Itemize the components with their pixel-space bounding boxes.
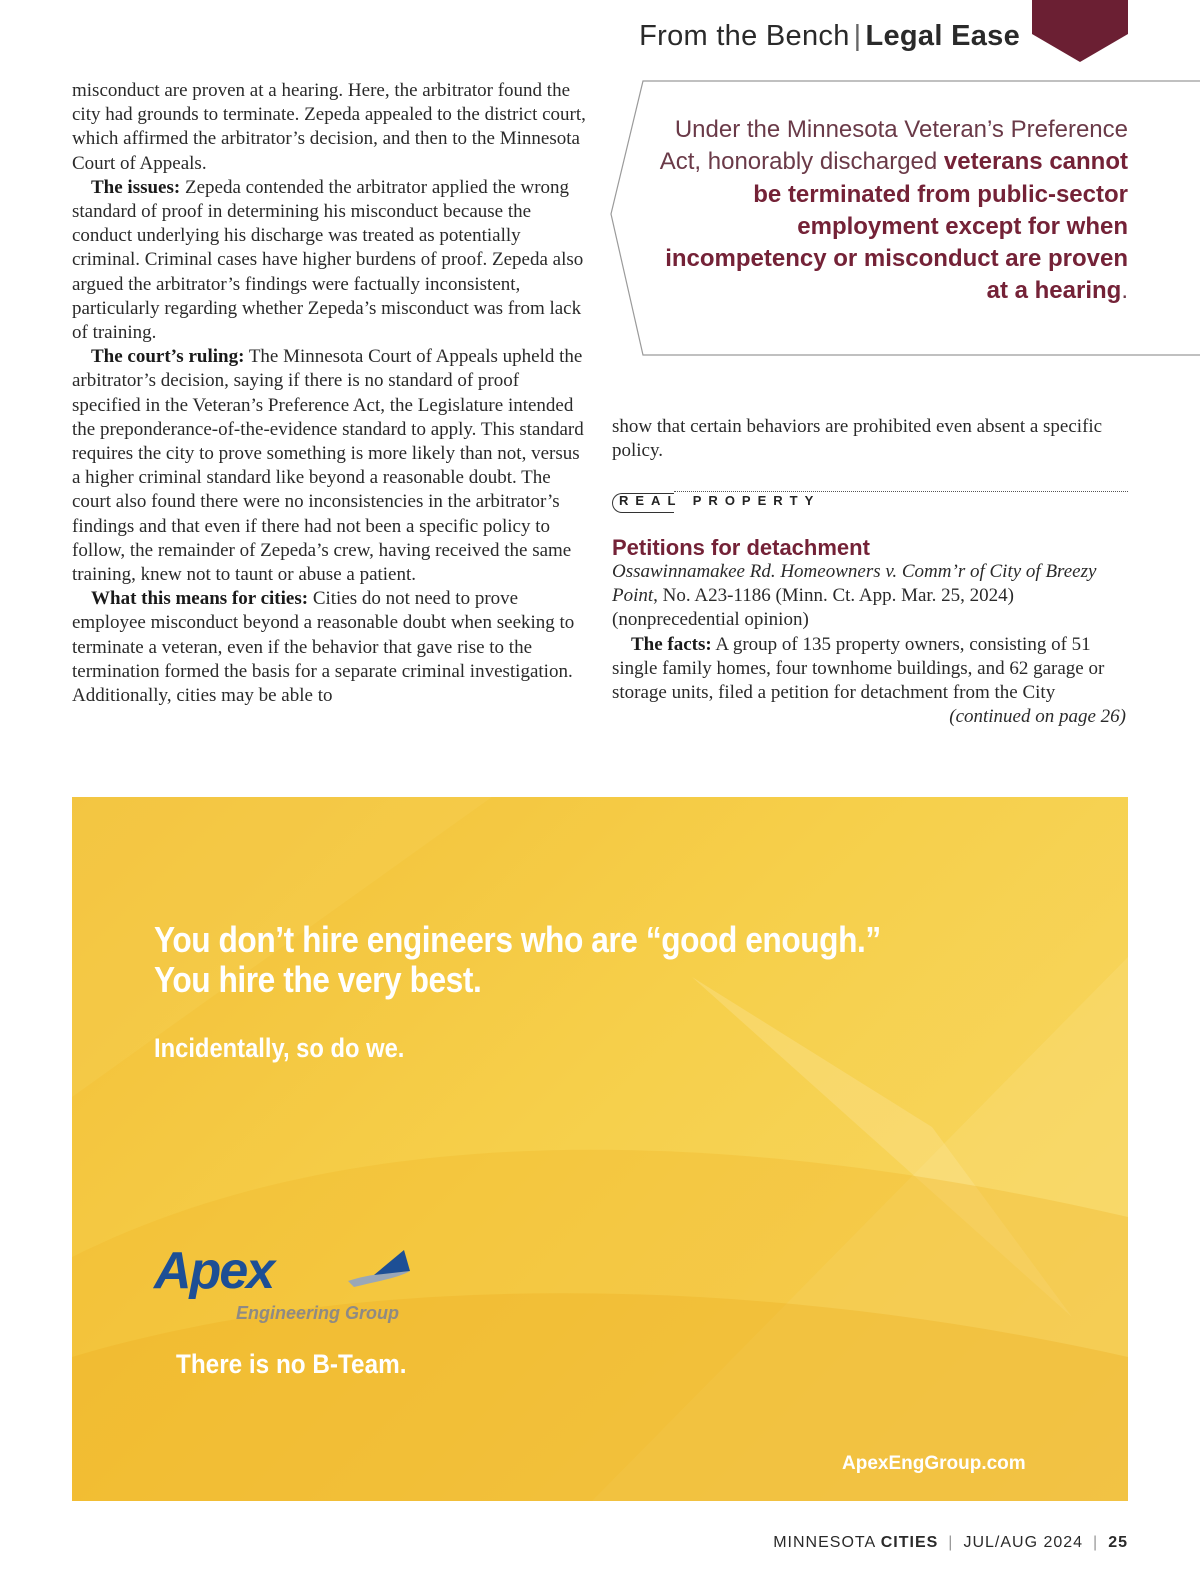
ad-website-link[interactable]: ApexEngGroup.com — [842, 1453, 1026, 1474]
continued-text: continued on page 26 — [955, 706, 1120, 728]
paragraph-meaning — [72, 587, 590, 708]
apex-logo-swoosh-icon — [312, 1247, 412, 1297]
header-column-name: Legal Ease — [865, 20, 1020, 52]
lead-meaning: What this means for cities: — [91, 588, 309, 610]
footer-issue: JUL/AUG 2024 — [963, 1534, 1084, 1551]
apex-logo-subtitle: Engineering Group — [236, 1303, 400, 1323]
page-number: 25 — [1108, 1534, 1128, 1551]
paragraph-intro: misconduct are proven at a hearing. Here, the arbitrator found the city had grounds to terminate. Zepeda appealed to the district court, which affirmed the arbitrator’s decision, and then to the Minnesota Court of Appeals. — [72, 80, 586, 174]
text-facts: A group of 135 property owners, consisting of 51 single family homes, four townhome buildings, and 62 garage or storage units, filed a petition for detachment from the City — [612, 633, 1105, 704]
pull-quote-emphasis: veterans cannot be terminated from public-sector employment except for when incompetency or misconduct are proven at a hearing — [665, 148, 1128, 305]
paragraph-continuation: show that certain behaviors are prohibited even absent a specific policy. — [612, 416, 1103, 462]
footer-divider: | — [1093, 1534, 1099, 1551]
footer-publication-bold: CITIES — [880, 1534, 939, 1551]
left-column — [72, 79, 590, 708]
pull-quote — [650, 114, 1128, 308]
pull-quote-plain: Under the Minnesota Veteran’s Preference Act, honorably discharged — [659, 116, 1128, 176]
apex-logo-wordmark: Apex — [154, 1242, 274, 1300]
header-tab-shape — [1032, 0, 1128, 62]
lead-issues: The issues: — [91, 176, 181, 198]
section-label-rule — [674, 491, 1128, 492]
advertisement — [72, 797, 1128, 1501]
ad-tagline: There is no B-Team. — [176, 1349, 407, 1379]
paragraph-issues — [72, 176, 590, 345]
footer-publication-regular: MINNESOTA — [773, 1534, 881, 1551]
paragraph-facts — [612, 633, 1126, 706]
lead-ruling: The court’s ruling: — [91, 346, 245, 368]
case-citation — [612, 560, 1126, 633]
page-footer — [580, 1534, 1128, 1552]
section-label-text: REAL PROPERTY — [619, 493, 821, 508]
paragraph-ruling — [72, 345, 590, 587]
ad-background-shapes — [72, 797, 1128, 1501]
right-column-continuation — [612, 415, 1126, 463]
article-heading: Petitions for detachment — [612, 535, 870, 560]
continued-close: ) — [1119, 706, 1126, 728]
ad-headline — [154, 920, 881, 1000]
section-label — [612, 491, 1128, 515]
footer-divider: | — [948, 1534, 954, 1551]
header-separator: | — [853, 20, 862, 52]
text-issues: Zepeda contended the arbitrator applied the wrong standard of proof in determining his misconduct because the conduct underlying his discharge was treated as potentially criminal. Criminal cases have higher burdens of proof. Zepeda also argued the arbitrator’s findings were factually inconsistent, particularly regarding whether Zepeda’s misconduct was from lack of training. — [72, 176, 584, 344]
pull-quote-end: . — [1121, 277, 1128, 305]
right-column-article — [612, 560, 1126, 729]
continued-open: ( — [949, 706, 956, 728]
continued-notice — [612, 705, 1126, 729]
ad-headline-line-2: You hire the very best. — [154, 959, 482, 1000]
ad-subhead: Incidentally, so do we. — [154, 1033, 405, 1063]
ad-headline-line-1: You don’t hire engineers who are “good enough.” — [154, 919, 881, 960]
header-section: From the Bench — [639, 20, 850, 52]
page-header — [560, 20, 1020, 53]
text-ruling: The Minnesota Court of Appeals upheld the arbitrator’s decision, saying if there is no standard of proof specified in the Veteran’s Preference Act, the Legislature intended the preponderance-of-the-evidence standard to apply. This standard requires the city to prove something is more likely than not, versus a higher criminal standard like beyond a reasonable doubt. The court also found there were no inconsistencies in the arbitrator’s findings and that even if there had not been a specific policy to follow, the remainder of Zepeda’s crew, having received the same training, knew not to taunt or abuse a patient. — [72, 346, 584, 586]
text-meaning: Cities do not need to prove employee misconduct beyond a reasonable doubt when seeking to terminate a veteran, even if the behavior that gave rise to the termination formed the basis for a separate criminal investigation. Additionally, cities may be able to — [72, 588, 575, 707]
citation-details: , No. A23-1186 (Minn. Ct. App. Mar. 25, 2024) (nonprecedential opinion) — [612, 585, 1014, 631]
citation-case-name: Ossawinnamakee Rd. Homeowners v. Comm’r of City of Breezy Point — [612, 561, 1097, 607]
lead-facts: The facts: — [631, 633, 712, 655]
